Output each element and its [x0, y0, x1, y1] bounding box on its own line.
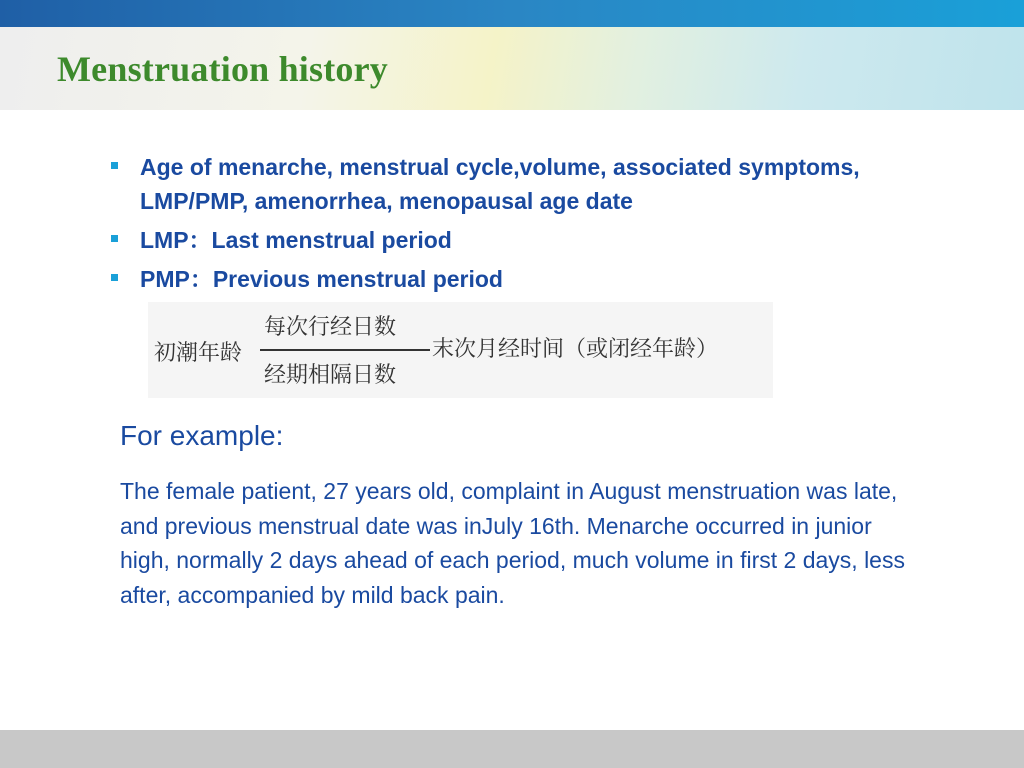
bullet-text: LMP：Last menstrual period	[140, 227, 452, 253]
formula-lmp: 末次月经时间（或闭经年龄）	[432, 337, 719, 362]
formula-numerator: 每次行经日数	[264, 315, 397, 340]
formula-fraction-line	[260, 349, 430, 351]
bullet-item	[108, 223, 928, 257]
bullet-item	[108, 150, 928, 218]
bottom-footer-bar	[0, 730, 1024, 768]
bullet-list	[108, 150, 928, 298]
formula-denominator: 经期相隔日数	[264, 363, 397, 388]
menstrual-formula-image	[148, 302, 773, 398]
square-bullet-icon	[111, 162, 118, 169]
bullet-item	[108, 262, 928, 296]
slide-title: Menstruation history	[57, 49, 388, 89]
square-bullet-icon	[111, 235, 118, 242]
bullet-text: PMP：Previous menstrual period	[140, 266, 503, 292]
top-accent-bar	[0, 0, 1024, 27]
formula-menarche-age: 初潮年龄	[154, 341, 243, 366]
bullet-text: Age of menarche, menstrual cycle,volume, associated symptoms, LMP/PMP, amenorrhea, menopausal age date	[140, 154, 860, 214]
square-bullet-icon	[111, 274, 118, 281]
example-heading: For example:	[120, 420, 284, 451]
example-text: The female patient, 27 years old, complaint in August menstruation was late, and previous menstrual date was inJuly 16th. Menarche occurred in junior high, normally 2 days ahead of each period, much volume in first 2 days, less after, accompanied by mild back pain.	[120, 478, 905, 608]
